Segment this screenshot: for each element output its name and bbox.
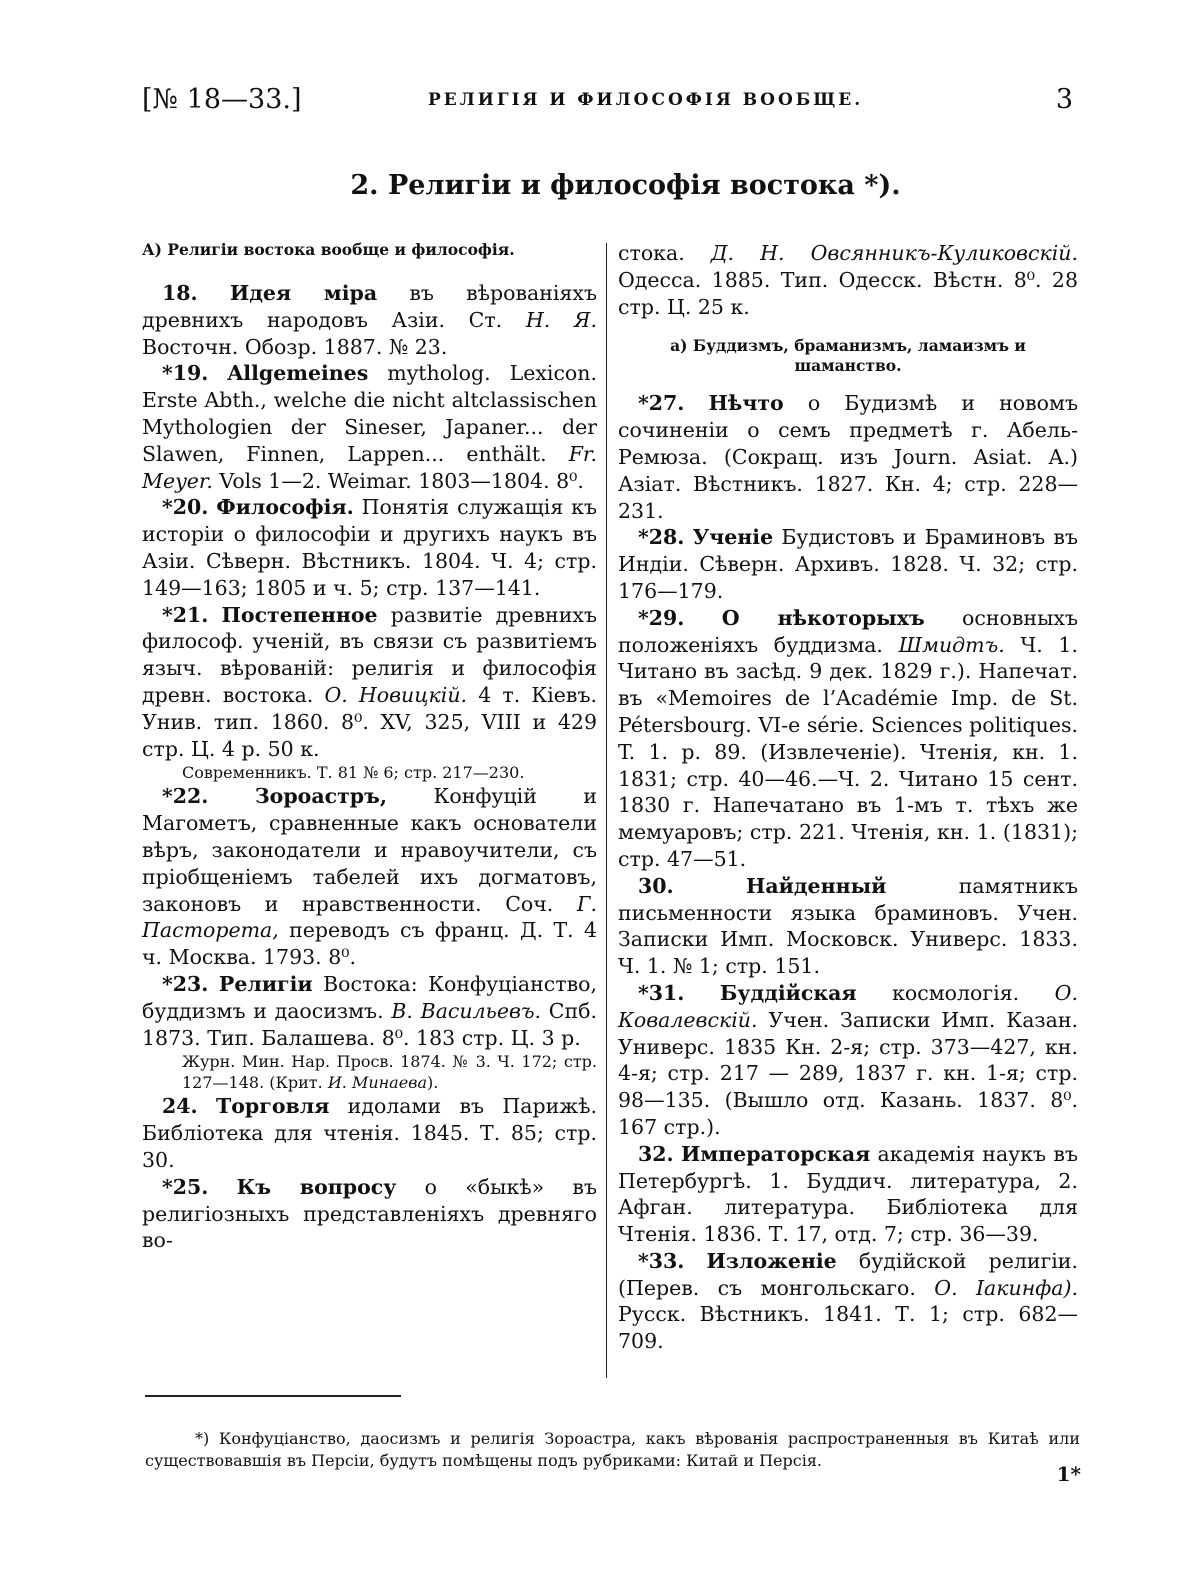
review-note: Журн. Мин. Нар. Просв. 1874. № 3. Ч. 172; стр. 127—148. (Крит. И. Минаева). bbox=[182, 1052, 597, 1093]
running-head bbox=[128, 82, 1091, 122]
entry-30: 30. Найденный памятникъ письменности языка браминовъ. Учен. Записки Имп. Московск. Универс. 1833. Ч. 1. № 1; стр. 151. bbox=[618, 873, 1078, 979]
entry-18: 18. Идея міра въ вѣрованіяхъ древнихъ народовъ Азіи. Ст. Н. Я. Восточн. Обозр. 1887. № 23. bbox=[142, 281, 597, 359]
signature-mark: 1* bbox=[1056, 1462, 1081, 1486]
entry-23: *23. Религіи Востока: Конфуціанство, буддизмъ и даосизмъ. В. Васильевъ. Спб. 1873. Тип. Балашева. 8⁰. 183 стр. Ц. 3 р. bbox=[142, 971, 597, 1050]
entry-range: [№ 18—33.] bbox=[142, 84, 302, 115]
subsection-heading: а) Буддизмъ, браманизмъ, ламаизмъ и шаманство. bbox=[670, 336, 1026, 376]
column-divider bbox=[606, 243, 607, 1378]
entry-27: *27. Нѣчто о Будизмѣ и новомъ сочиненіи о семъ предметѣ г. Абель-Ремюза. (Сокращ. изъ Journ. Asiat. A.) Азіат. Вѣстникъ. 1827. Кн. 4; стр. 228—231. bbox=[618, 391, 1078, 523]
right-column bbox=[618, 240, 1078, 1355]
entry-19: *19. Allgemeines mytholog. Lexicon. Erste Abth., welche die nicht altclassischen Mythologien der Sineser, Japaner... der Slawen, Finnen, Lappen... enthält. Fr. Meyer. Vols 1—2. Weimar. 1803—1804. 8⁰. bbox=[142, 361, 597, 493]
section-title: 2. Религіи и философія востока *). bbox=[350, 170, 901, 201]
entry-31: *31. Буддійская космологія. О. Ковалевскій. Учен. Записки Имп. Казан. Универс. 1835 Кн. 2-я; стр. 373—427, кн. 4-я; стр. 217 — 289, 1837 г. кн. 1-я; стр. 98—135. (Вышло отд. Казань. 1837. 8⁰. 167 стр.). bbox=[618, 980, 1078, 1139]
entry-24: 24. Торговля идолами въ Парижѣ. Библіотека для чтенія. 1845. Т. 85; стр. 30. bbox=[142, 1094, 597, 1172]
page-number: 3 bbox=[1055, 84, 1073, 115]
entry-22: *22. Зороастръ, Конфуцій и Магометъ, сравненные какъ основатели вѣръ, законодатели и нравоучители, съ пріобщеніемъ табелей ихъ догматовъ, законовъ и нравственности. Соч. Г. Пасторета, переводъ съ франц. Д. Т. 4 ч. Москва. 1793. 8⁰. bbox=[142, 784, 597, 970]
entry-32: 32. Императорская академія наукъ въ Петербургѣ. 1. Буддич. литература, 2. Афган. литература. Библіотека для Чтенія. 1836. Т. 17, отд. 7; стр. 36—39. bbox=[618, 1141, 1078, 1247]
entry-28: *28. Ученіе Будистовъ и Браминовъ въ Индіи. Сѣверн. Архивъ. 1828. Ч. 32; стр. 176—179. bbox=[618, 525, 1078, 603]
running-title: РЕЛИГІЯ И ФИЛОСОФІЯ ВООБЩЕ. bbox=[428, 90, 864, 110]
review-note: Современникъ. Т. 81 № 6; стр. 217—230. bbox=[182, 763, 525, 783]
footnote: *) Конфуціанство, даосизмъ и религія Зороастра, какъ вѣрованія распространенныя въ Китаѣ или существовавшія въ Персіи, будутъ помѣщены подъ рубриками: Китай и Персія. bbox=[145, 1429, 1080, 1470]
entry-25: *25. Къ вопросу о «быкѣ» въ религіозныхъ представленіяхъ древняго во- bbox=[142, 1174, 597, 1253]
entry-21: *21. Постепенное развитіе древнихъ философ. ученій, въ связи съ развитіемъ языч. вѣрованій: религія и философія древн. востока. О. Новицкій. 4 т. Кіевъ. Унив. тип. 1860. 8⁰. XV, 325, VIII и 429 стр. Ц. 4 р. 50 к. bbox=[142, 602, 598, 761]
entry-25-continued: стока. Д. Н. Овсянникъ-Куликовскій. Одесса. 1885. Тип. Одесск. Вѣстн. 8⁰. 28 стр. Ц. 25 к. bbox=[618, 241, 1078, 319]
footnote-rule bbox=[145, 1395, 401, 1397]
left-column bbox=[142, 240, 597, 1254]
subsection-heading: А) Религіи востока вообще и философія. bbox=[142, 240, 515, 259]
entry-33: *33. Изложеніе будійской религіи. (Перев. съ монгольскаго. О. Іакинфа). Русск. Вѣстникъ. 1841. Т. 1; стр. 682—709. bbox=[618, 1248, 1078, 1354]
entry-20: *20. Философія. Понятія служащія къ исторіи о философіи и другихъ наукъ въ Азіи. Сѣверн. Вѣстникъ. 1804. Ч. 4; стр. 149—163; 1805 и ч. 5; стр. 137—141. bbox=[142, 495, 597, 600]
entry-29: *29. О нѣкоторыхъ основныхъ положеніяхъ буддизма. Шмидтъ. Ч. 1. Читано въ засѣд. 9 дек. 1829 г.). Напечат. въ «Memoires de l’Académie Imp. de St. Pétersbourg. VI-e série. Sciences politiques. T. 1. p. 89. (Извлеченіе). Чтенія, кн. 1. 1831; стр. 40—46.—Ч. 2. Читано 15 сент. 1830 г. Напечатано въ 1-мъ т. тѣхъ же мемуаровъ; стр. 221. Чтенія, кн. 1. (1831); стр. 47—51. bbox=[618, 605, 1078, 871]
